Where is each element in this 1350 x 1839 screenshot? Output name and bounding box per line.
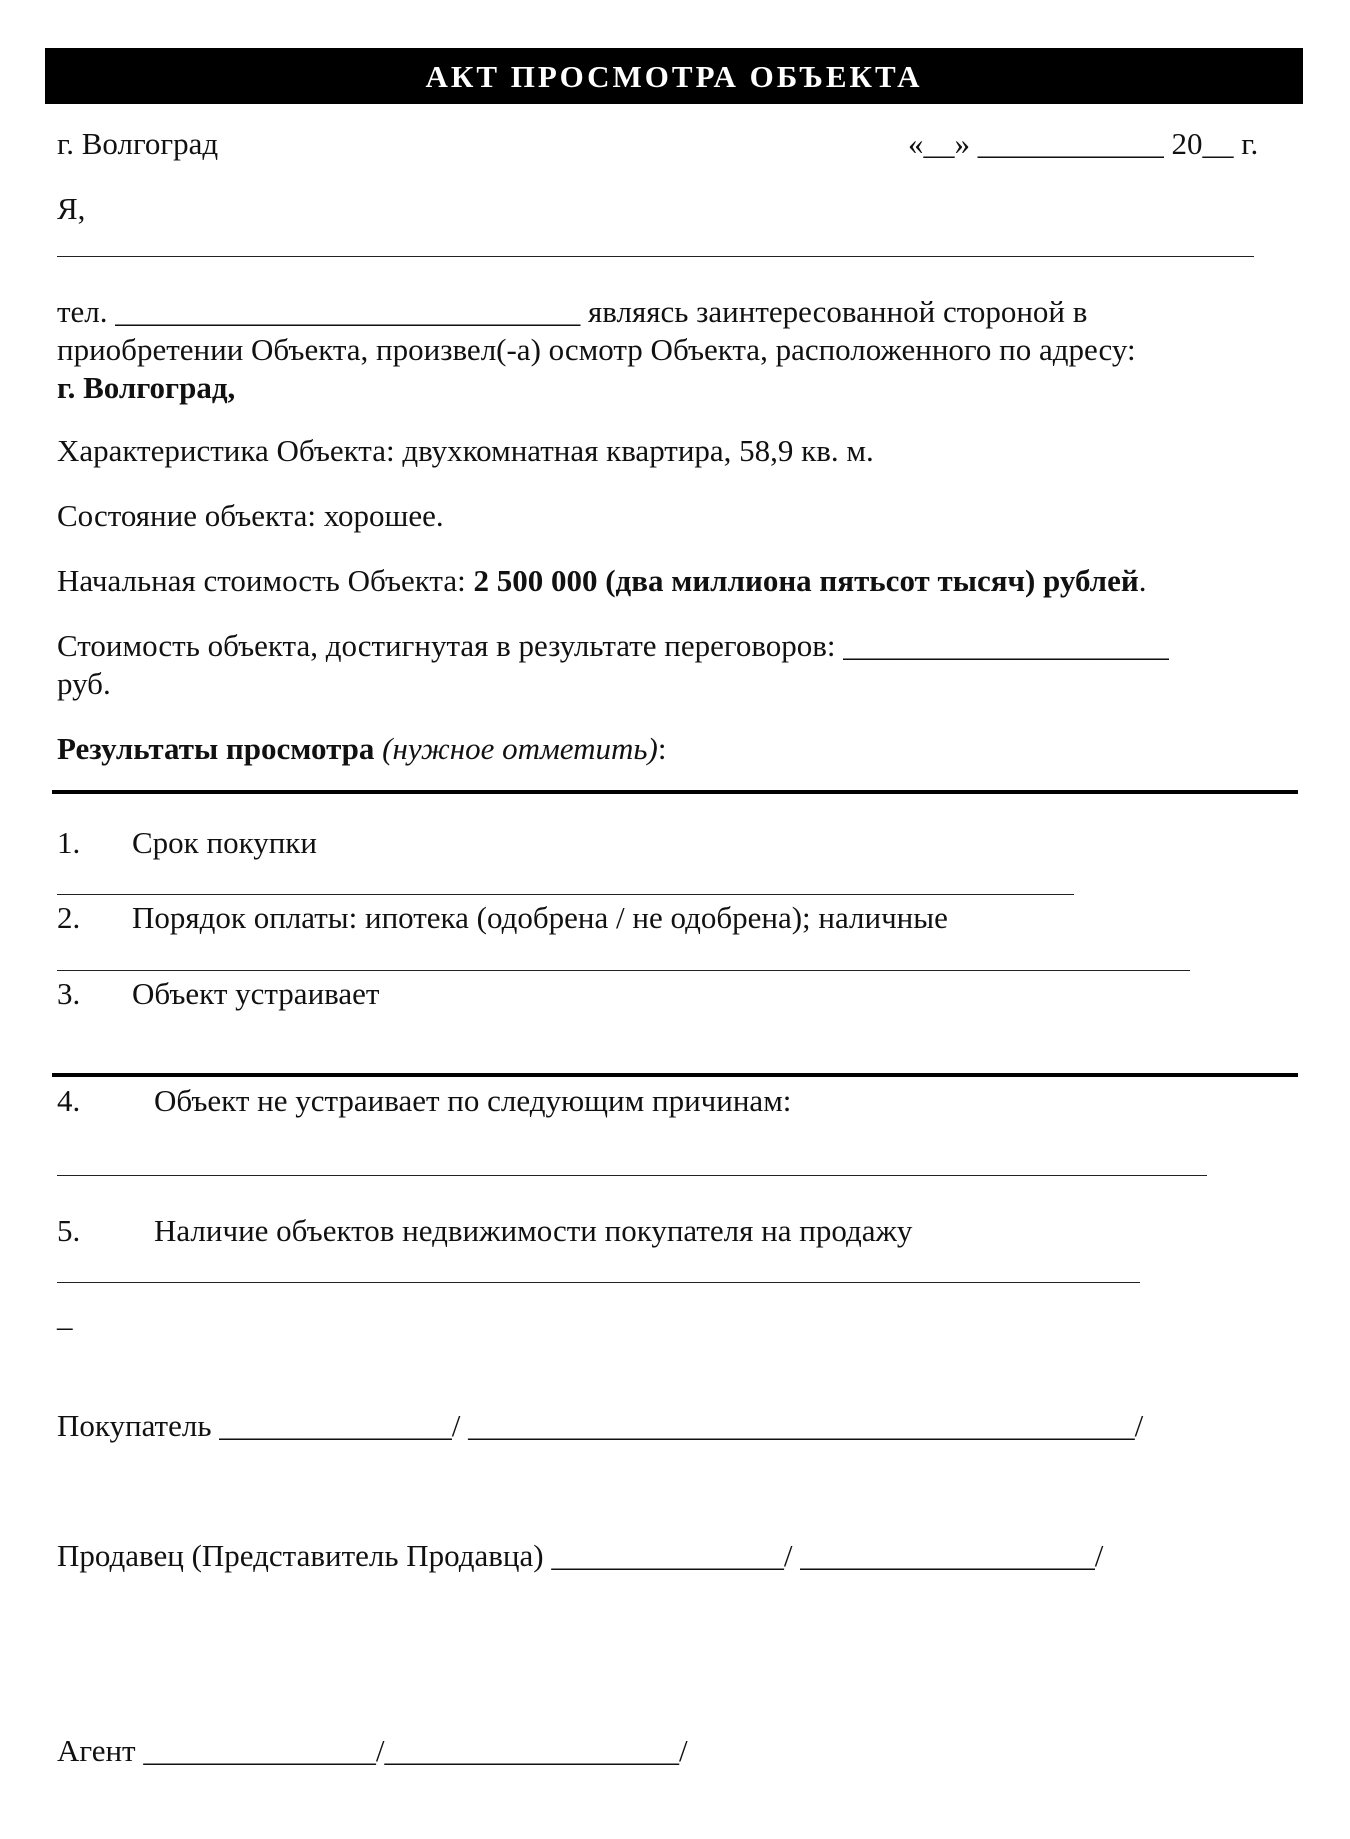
initial-price-suffix: . [1138, 563, 1147, 598]
date-field[interactable]: «__» ____________ 20__ г. [908, 126, 1259, 161]
document-title: АКТ ПРОСМОТРА ОБЪЕКТА [45, 48, 1303, 104]
item-4-text: Объект не устраивает по следующим причинам: [154, 1083, 792, 1118]
item-3 [57, 978, 379, 1009]
item-3-number: 3. [57, 976, 81, 1011]
phone-row [57, 296, 1087, 327]
characteristic: Характеристика Объекта: двухкомнатная квартира, 58,9 кв. м. [57, 433, 874, 468]
item-2-text: Порядок оплаты: ипотека (одобрена / не одобрена); наличные [132, 900, 948, 935]
phone-text: являясь заинтересованной стороной в [588, 294, 1088, 329]
item-5-number: 5. [57, 1213, 81, 1248]
seller-signature[interactable]: Продавец (Представитель Продавца) _______________/ ___________________/ [57, 1538, 1104, 1573]
results-hint: (нужное отметить) [382, 731, 658, 766]
item-1 [57, 827, 317, 858]
item-4 [57, 1085, 791, 1116]
condition: Состояние объекта: хорошее. [57, 498, 444, 533]
negotiated-price-label[interactable]: Стоимость объекта, достигнутая в результате переговоров: _____________________ [57, 628, 1169, 663]
initial-price-value: 2 500 000 (два миллиона пятьсот тысяч) рублей [473, 563, 1139, 598]
item-2 [57, 902, 948, 933]
item-3-text: Объект устраивает [132, 976, 380, 1011]
initial-price-row [57, 565, 1146, 596]
buyer-signature[interactable]: Покупатель _______________/ ___________________________________________/ [57, 1408, 1144, 1443]
city: г. Волгоград [57, 126, 219, 161]
name-blank-line[interactable] [57, 256, 1254, 257]
phone-blank[interactable]: ______________________________ [115, 294, 581, 329]
trailing-dash: _ [57, 1298, 73, 1333]
item-2-blank[interactable] [57, 970, 1190, 971]
section-divider-top [52, 790, 1298, 794]
item-2-number: 2. [57, 900, 81, 935]
item-1-blank[interactable] [57, 894, 1074, 895]
results-colon: : [657, 731, 667, 766]
address: г. Волгоград, [57, 370, 236, 405]
results-heading [57, 733, 666, 764]
purchase-text: приобретении Объекта, произвел(-а) осмотр Объекта, расположенного по адресу: [57, 332, 1136, 367]
item-5-text: Наличие объектов недвижимости покупателя на продажу [154, 1213, 913, 1248]
results-label: Результаты просмотра [57, 731, 375, 766]
agent-signature[interactable]: Агент _______________/___________________/ [57, 1733, 688, 1768]
phone-label: тел. [57, 294, 108, 329]
item-4-number: 4. [57, 1083, 81, 1118]
initial-price-label: Начальная стоимость Объекта: [57, 563, 474, 598]
item-4-blank[interactable] [57, 1175, 1207, 1176]
item-1-text: Срок покупки [132, 825, 317, 860]
item-5 [57, 1215, 912, 1246]
section-divider-middle [52, 1073, 1298, 1077]
negotiated-price-unit: руб. [57, 666, 111, 701]
item-5-blank[interactable] [57, 1282, 1140, 1283]
i-label: Я, [57, 191, 86, 226]
item-1-number: 1. [57, 825, 81, 860]
